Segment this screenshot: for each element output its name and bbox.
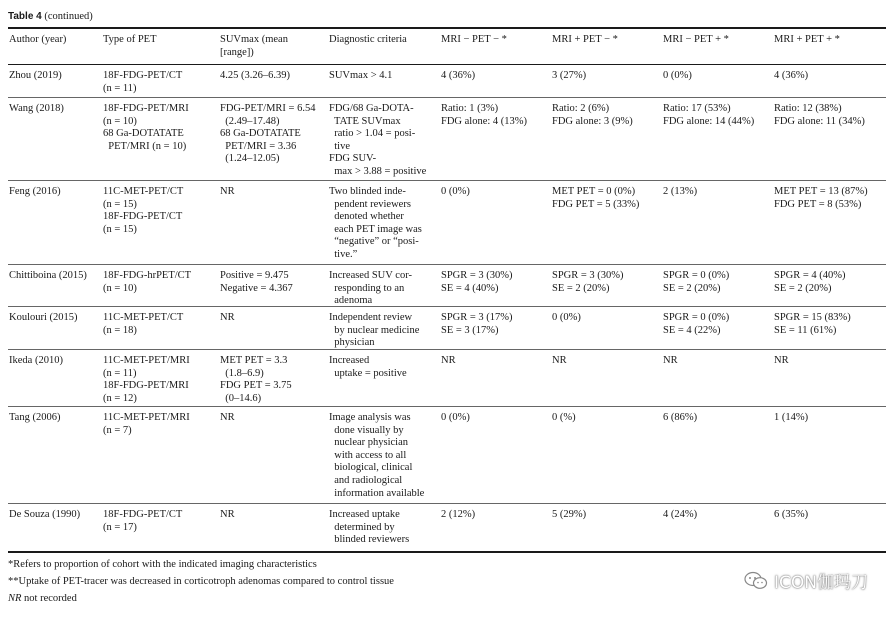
cell-diagnostic-criteria: Two blinded inde- pendent reviewers denoted whether each PET image was “negative” or “posi- tive.” <box>329 186 422 260</box>
cell-mri-pos-pet-pos: SPGR = 15 (83%) SE = 11 (61%) <box>774 312 851 336</box>
cell-author: Zhou (2019) <box>9 70 62 81</box>
header-rule <box>8 64 886 65</box>
cell-mri-neg-pet-pos: SPGR = 0 (0%) SE = 2 (20%) <box>663 270 730 294</box>
cell-diagnostic-criteria: Increased uptake = positive <box>329 355 407 379</box>
cell-mri-pos-pet-pos: SPGR = 4 (40%) SE = 2 (20%) <box>774 270 846 294</box>
cell-mri-pos-pet-neg: 3 (27%) <box>552 70 587 81</box>
cell-suvmax: Positive = 9.475 Negative = 4.367 <box>220 270 293 294</box>
cell-mri-neg-pet-neg: Ratio: 1 (3%) FDG alone: 4 (13%) <box>441 103 528 127</box>
watermark-text: ICON伽玛刀 <box>774 573 868 593</box>
cell-diagnostic-criteria: SUVmax > 4.1 <box>329 70 393 81</box>
cell-suvmax: MET PET = 3.3 (1.8–6.9) FDG PET = 3.75 (0–14.6) <box>220 355 292 404</box>
footnote-nr: NR not recorded <box>8 593 77 604</box>
cell-mri-neg-pet-neg: 4 (36%) <box>441 70 476 81</box>
cell-type-of-pet: 18F-FDG-PET/CT (n = 17) <box>103 509 183 533</box>
row-divider <box>8 349 886 350</box>
cell-author: Feng (2016) <box>9 186 61 197</box>
cell-author: Chittiboina (2015) <box>9 270 87 281</box>
wechat-icon <box>744 571 768 591</box>
cell-diagnostic-criteria: Increased SUV cor- responding to an adenoma <box>329 270 412 307</box>
header-author: Author (year) <box>9 34 67 45</box>
cell-type-of-pet: 18F-FDG-hrPET/CT (n = 10) <box>103 270 192 294</box>
cell-mri-neg-pet-neg: 2 (12%) <box>441 509 476 520</box>
header-mri-pos-pet-pos: MRI + PET + * <box>774 34 840 45</box>
cell-mri-neg-pet-pos: Ratio: 17 (53%) FDG alone: 14 (44%) <box>663 103 755 127</box>
cell-author: Tang (2006) <box>9 412 61 423</box>
cell-diagnostic-criteria: Image analysis was done visually by nuclear physician with access to all biological, clinical and radiological information available <box>329 412 425 499</box>
cell-type-of-pet: 11C-MET-PET/MRI (n = 11) 18F-FDG-PET/MRI (n = 12) <box>103 355 190 404</box>
cell-author: Wang (2018) <box>9 103 64 114</box>
footnote-single-asterisk: *Refers to proportion of cohort with the indicated imaging characteristics <box>8 559 317 570</box>
cell-diagnostic-criteria: Independent review by nuclear medicine physician <box>329 312 420 349</box>
cell-mri-pos-pet-neg: MET PET = 0 (0%) FDG PET = 5 (33%) <box>552 186 640 210</box>
header-diagnostic-criteria: Diagnostic criteria <box>329 34 407 45</box>
footnote-double-asterisk: **Uptake of PET-tracer was decreased in corticotroph adenomas compared to control tissue <box>8 576 394 587</box>
cell-mri-neg-pet-neg: 0 (0%) <box>441 412 470 423</box>
table-label: Table 4 <box>8 11 42 22</box>
row-divider <box>8 306 886 307</box>
cell-mri-pos-pet-pos: Ratio: 12 (38%) FDG alone: 11 (34%) <box>774 103 865 127</box>
cell-mri-pos-pet-neg: 5 (29%) <box>552 509 587 520</box>
cell-mri-pos-pet-pos: 6 (35%) <box>774 509 809 520</box>
header-type-of-pet: Type of PET <box>103 34 157 45</box>
cell-mri-pos-pet-pos: NR <box>774 355 789 366</box>
cell-mri-neg-pet-pos: 6 (86%) <box>663 412 698 423</box>
cell-mri-neg-pet-neg: 0 (0%) <box>441 186 470 197</box>
cell-mri-neg-pet-neg: SPGR = 3 (30%) SE = 4 (40%) <box>441 270 513 294</box>
cell-suvmax: NR <box>220 509 235 520</box>
cell-author: Ikeda (2010) <box>9 355 63 366</box>
cell-mri-pos-pet-neg: SPGR = 3 (30%) SE = 2 (20%) <box>552 270 624 294</box>
cell-type-of-pet: 18F-FDG-PET/CT (n = 11) <box>103 70 183 94</box>
cell-mri-pos-pet-pos: MET PET = 13 (87%) FDG PET = 8 (53%) <box>774 186 868 210</box>
cell-mri-pos-pet-neg: Ratio: 2 (6%) FDG alone: 3 (9%) <box>552 103 633 127</box>
cell-author: De Souza (1990) <box>9 509 81 520</box>
cell-type-of-pet: 18F-FDG-PET/MRI (n = 10) 68 Ga-DOTATATE PET/MRI (n = 10) <box>103 103 189 152</box>
cell-mri-pos-pet-pos: 1 (14%) <box>774 412 809 423</box>
row-divider <box>8 264 886 265</box>
cell-mri-neg-pet-pos: SPGR = 0 (0%) SE = 4 (22%) <box>663 312 730 336</box>
table-continued-note: (continued) <box>44 11 93 22</box>
cell-mri-neg-pet-pos: 4 (24%) <box>663 509 698 520</box>
cell-mri-pos-pet-pos: 4 (36%) <box>774 70 809 81</box>
cell-mri-neg-pet-neg: NR <box>441 355 456 366</box>
cell-mri-neg-pet-pos: NR <box>663 355 678 366</box>
cell-suvmax: NR <box>220 412 235 423</box>
header-suvmax: SUVmax (mean [range]) <box>220 34 288 58</box>
row-divider <box>8 180 886 181</box>
row-divider <box>8 406 886 407</box>
cell-mri-neg-pet-pos: 0 (0%) <box>663 70 692 81</box>
cell-mri-pos-pet-neg: 0 (0%) <box>552 312 581 323</box>
header-mri-pos-pet-neg: MRI + PET − * <box>552 34 618 45</box>
cell-mri-pos-pet-neg: NR <box>552 355 567 366</box>
header-mri-neg-pet-pos: MRI − PET + * <box>663 34 729 45</box>
row-divider <box>8 503 886 504</box>
cell-author: Koulouri (2015) <box>9 312 78 323</box>
table-caption <box>8 11 93 22</box>
cell-mri-neg-pet-pos: 2 (13%) <box>663 186 698 197</box>
cell-diagnostic-criteria: FDG/68 Ga-DOTA- TATE SUVmax ratio > 1.04 = posi- tive FDG SUV- max > 3.88 = positive <box>329 103 427 177</box>
table-bottom-rule <box>8 551 886 553</box>
cell-suvmax: 4.25 (3.26–6.39) <box>220 70 290 81</box>
cell-diagnostic-criteria: Increased uptake determined by blinded reviewers <box>329 509 410 546</box>
cell-mri-neg-pet-neg: SPGR = 3 (17%) SE = 3 (17%) <box>441 312 513 336</box>
cell-type-of-pet: 11C-MET-PET/CT (n = 15) 18F-FDG-PET/CT (n = 15) <box>103 186 184 235</box>
header-mri-neg-pet-neg: MRI − PET − * <box>441 34 507 45</box>
watermark <box>744 568 868 593</box>
row-divider <box>8 97 886 98</box>
cell-type-of-pet: 11C-MET-PET/MRI (n = 7) <box>103 412 190 436</box>
cell-suvmax: NR <box>220 312 235 323</box>
table-top-rule <box>8 27 886 29</box>
cell-type-of-pet: 11C-MET-PET/CT (n = 18) <box>103 312 184 336</box>
cell-mri-pos-pet-neg: 0 (%) <box>552 412 576 423</box>
cell-suvmax: NR <box>220 186 235 197</box>
cell-suvmax: FDG-PET/MRI = 6.54 (2.49–17.48) 68 Ga-DOTATATE PET/MRI = 3.36 (1.24–12.05) <box>220 103 316 165</box>
